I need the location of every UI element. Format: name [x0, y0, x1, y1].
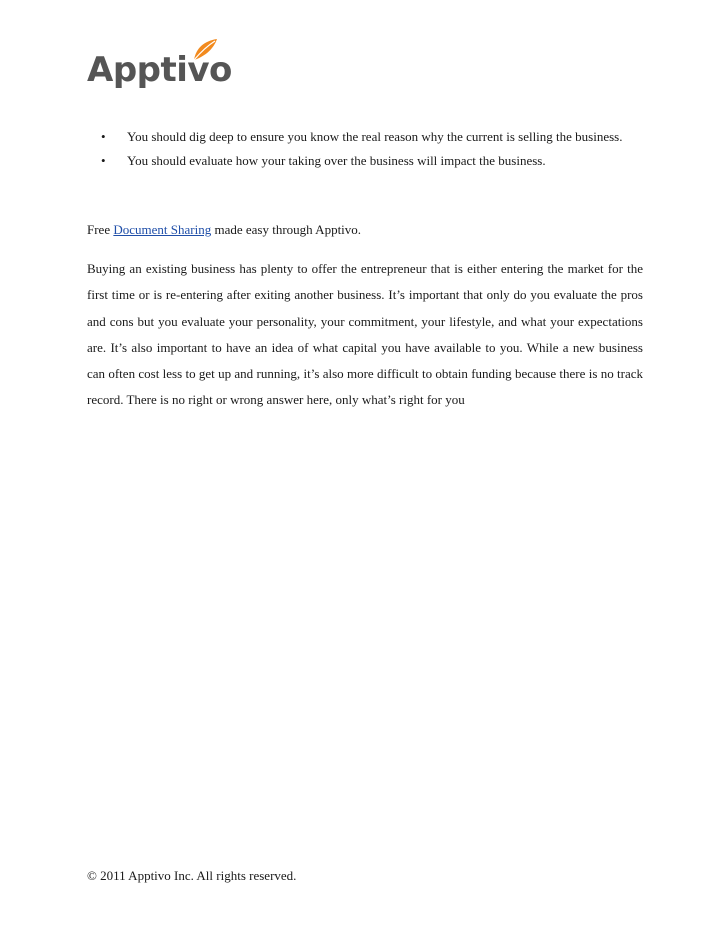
list-item	[87, 125, 643, 149]
bullet-dot: •	[101, 153, 106, 168]
bullet-list	[87, 125, 643, 173]
apptivo-logo	[87, 38, 237, 90]
copyright-footer: © 2011 Apptivo Inc. All rights reserved.	[87, 868, 297, 883]
list-item	[87, 149, 643, 173]
logo-wordmark: Apptivo	[87, 50, 232, 90]
promo-line	[87, 218, 643, 242]
promo-suffix: made easy through Apptivo.	[211, 222, 362, 237]
bullet-text: You should dig deep to ensure you know the real reason why the current is selling the business.	[127, 129, 623, 144]
body-paragraph: Buying an existing business has plenty to offer the entrepreneur that is either entering the market for the first time or is re-entering after exiting another business. It’s important that only do you evaluate the pros and cons but you evaluate your personality, your commitment, your lifestyle, and what your expectations are. It’s also important to have an idea of what capital you have available to you. While a new business can often cost less to get up and running, it’s also more difficult to obtain funding because there is no track record. There is no right or wrong answer here, only what’s right for you	[87, 261, 643, 408]
orange-leaf-icon	[190, 38, 220, 62]
bullet-text: You should evaluate how your taking over the business will impact the business.	[127, 153, 546, 168]
document-sharing-link[interactable]: Document Sharing	[113, 222, 212, 237]
bullet-dot: •	[101, 129, 106, 144]
promo-prefix: Free	[87, 222, 114, 237]
